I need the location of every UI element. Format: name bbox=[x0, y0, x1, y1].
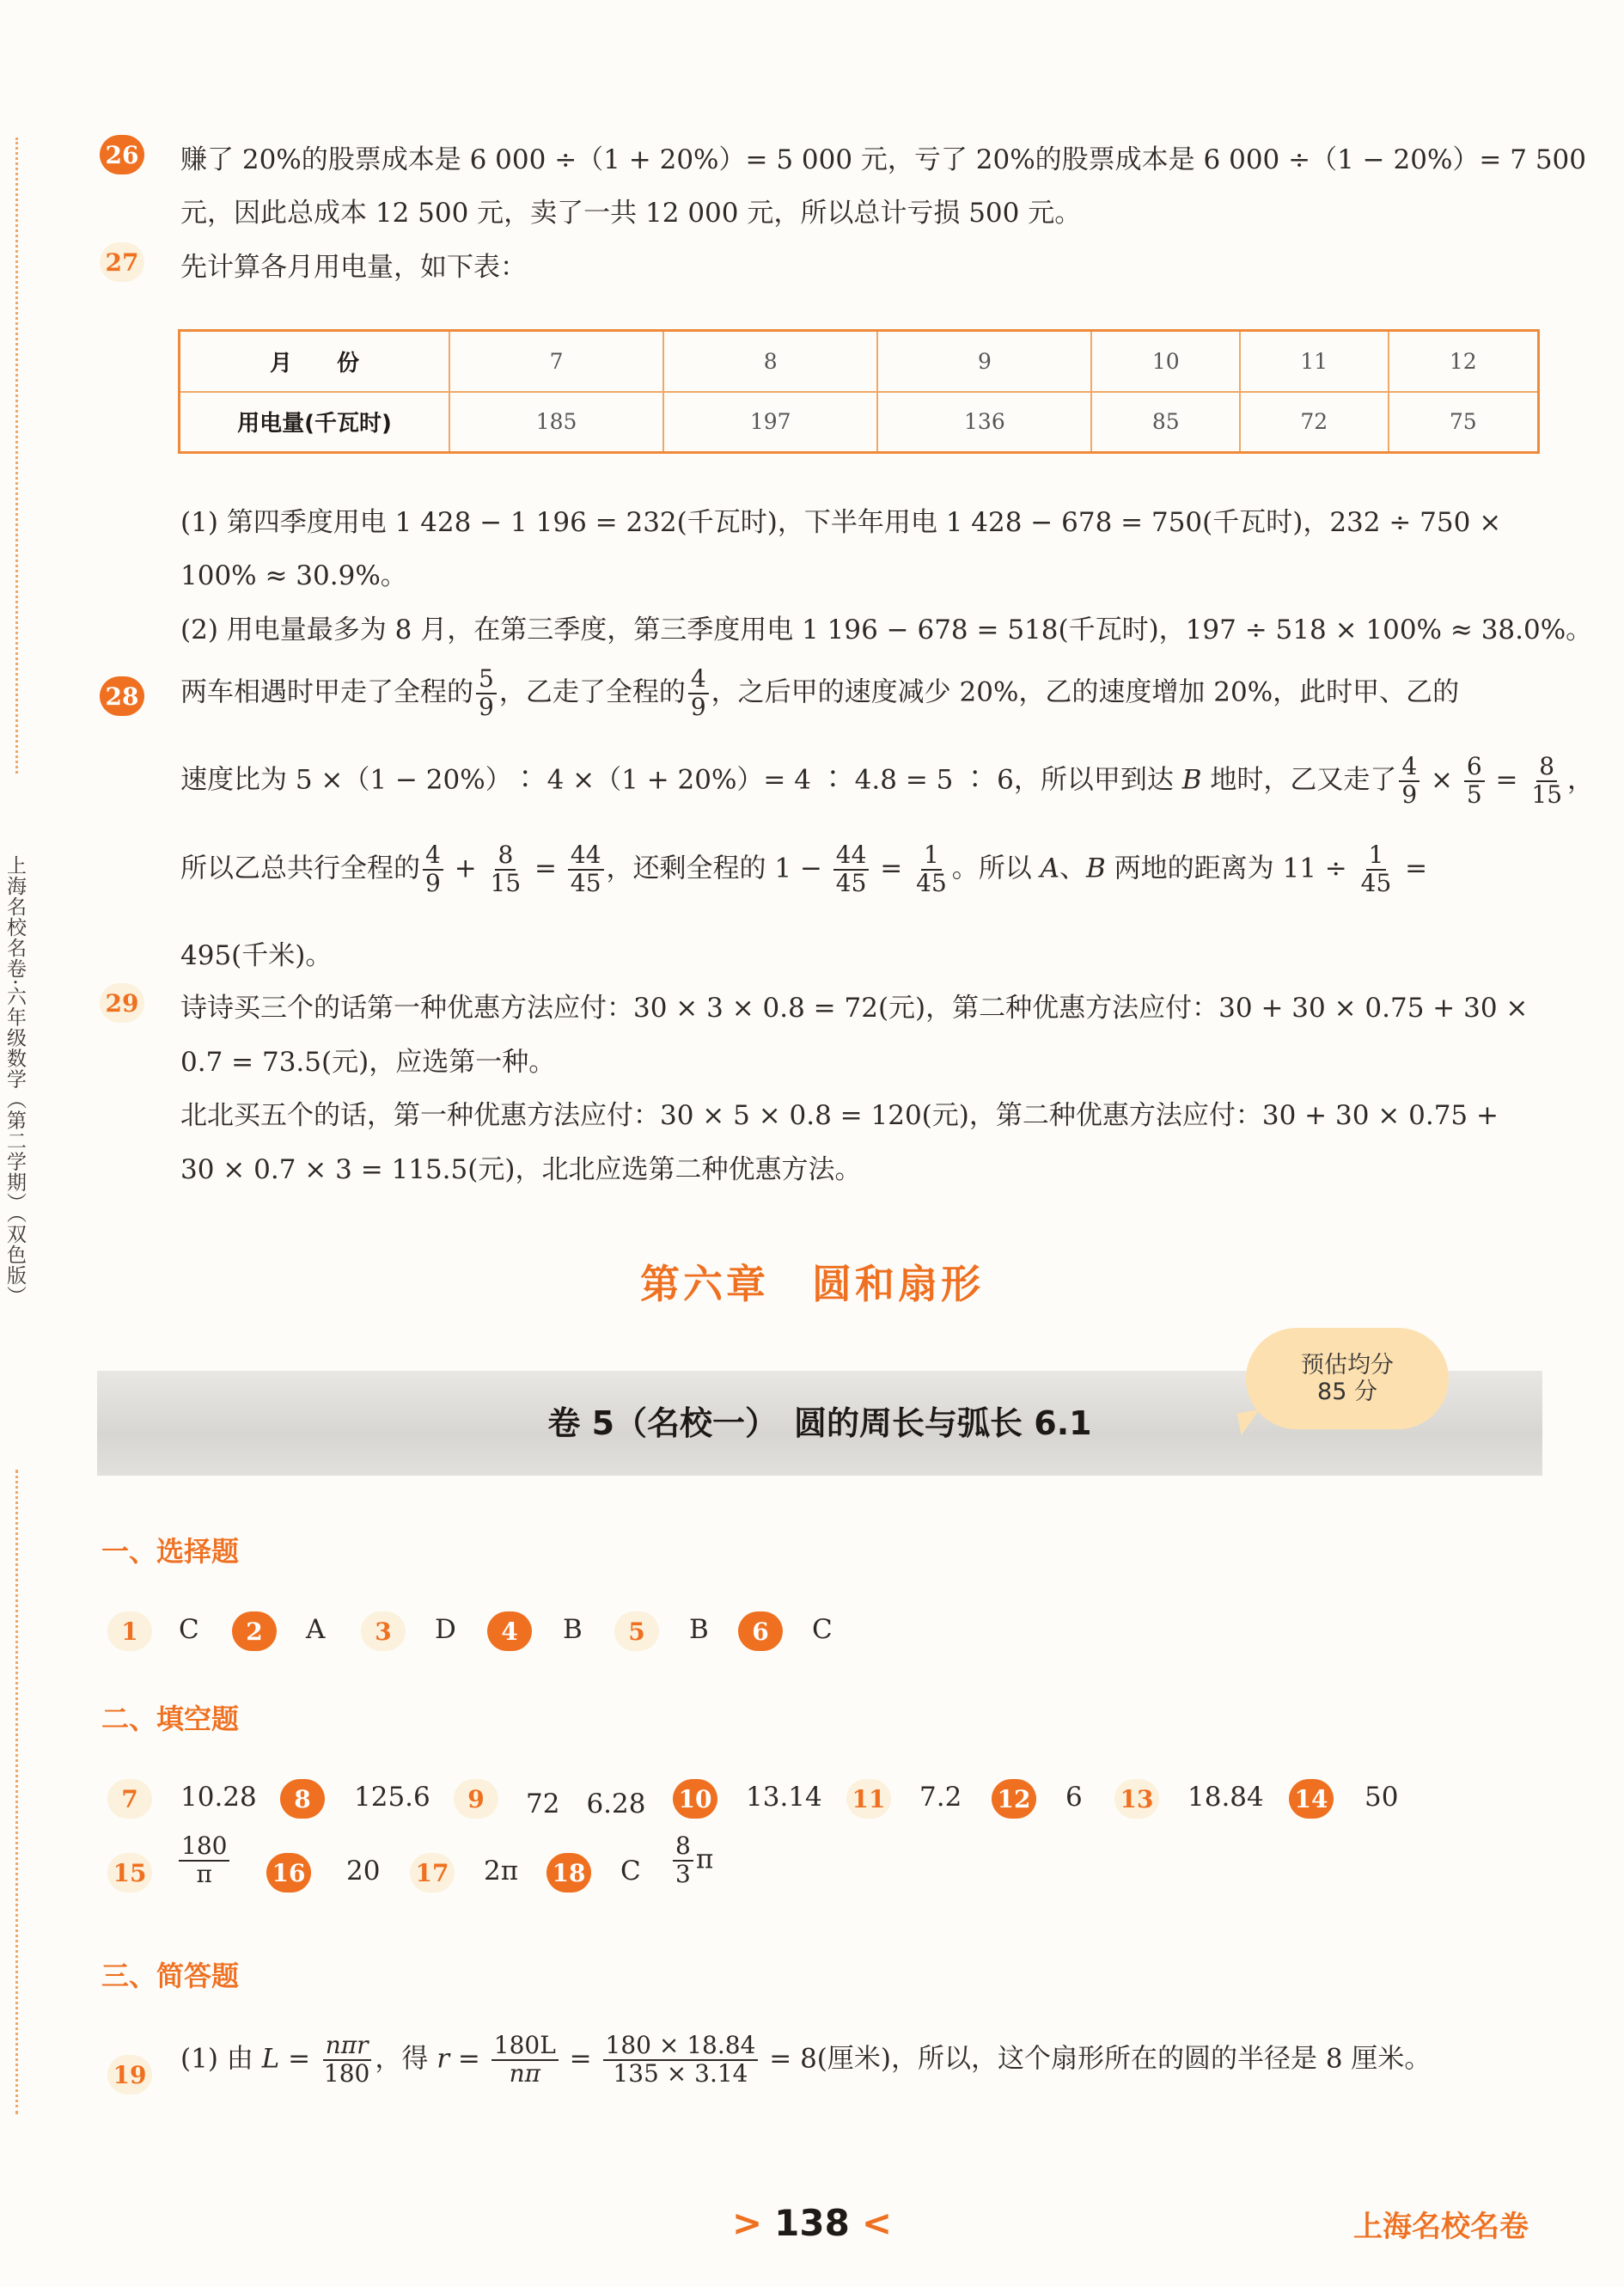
answer-number: 17 bbox=[410, 1853, 455, 1893]
fraction bbox=[1464, 754, 1485, 809]
operator: = bbox=[534, 853, 558, 884]
text: = 8(厘米)，所以，这个扇形所在的圆的半径是 8 厘米。 bbox=[769, 2043, 1432, 2075]
numerator: 44 bbox=[833, 842, 870, 871]
table-cell: 10 bbox=[1091, 331, 1240, 392]
question-number-27: 27 bbox=[100, 242, 144, 282]
q29-line-4: 30 × 0.7 × 3 = 115.5(元)，北北应选第二种优惠方法。 bbox=[180, 1154, 862, 1185]
text: ，得 bbox=[375, 2043, 429, 2075]
answer-number: 16 bbox=[266, 1853, 311, 1893]
denominator: 9 bbox=[425, 868, 441, 897]
text: ，之后甲的速度减少 20%，乙的速度增加 20%，此时甲、乙的 bbox=[711, 676, 1460, 708]
numerator: 5 bbox=[476, 666, 497, 694]
answer-number: 15 bbox=[107, 1853, 152, 1893]
denominator: 45 bbox=[835, 868, 867, 897]
answer-value: 7.2 bbox=[919, 1782, 962, 1813]
denominator: nπ bbox=[509, 2058, 540, 2088]
bubble-line-1: 预估均分 bbox=[1301, 1351, 1394, 1379]
sidebar-dotted-line-bottom bbox=[15, 1470, 18, 2114]
answer-value bbox=[176, 1833, 232, 1888]
section-choice: 一、选择题 bbox=[101, 1535, 240, 1568]
text: 两地的距离为 11 ÷ bbox=[1114, 853, 1347, 884]
text: ，乙走了全程的 bbox=[498, 676, 686, 708]
answer-value: C bbox=[812, 1614, 833, 1645]
operator: = bbox=[457, 2043, 480, 2075]
answer-number: 6 bbox=[738, 1611, 783, 1651]
answer-value: 18.84 bbox=[1187, 1782, 1264, 1813]
answer-number: 3 bbox=[361, 1611, 406, 1651]
table-cell: 7 bbox=[449, 331, 663, 392]
answer-value: 2π bbox=[484, 1856, 519, 1886]
fraction bbox=[1358, 842, 1395, 897]
text: ， bbox=[1567, 764, 1595, 796]
text: 、 bbox=[1059, 853, 1087, 884]
q29-line-3: 北北买五个的话，第一种优惠方法应付：30 × 5 × 0.8 = 120(元)，第二种优惠方法应付：30 + 30 × 0.75 + bbox=[180, 1100, 1499, 1131]
fraction bbox=[1529, 754, 1565, 809]
table-header-usage: 用电量(千瓦时) bbox=[180, 392, 450, 453]
numerator: 4 bbox=[423, 842, 443, 871]
chevron-right-icon: > bbox=[731, 2202, 763, 2244]
brand-name: 上海名校名卷 bbox=[1353, 2210, 1529, 2244]
answer-number: 11 bbox=[846, 1779, 891, 1819]
answer-value: 10.28 bbox=[180, 1782, 257, 1813]
q27-part1-line-2: 100% ≈ 30.9%。 bbox=[180, 560, 407, 591]
operator: = bbox=[569, 2043, 592, 2075]
fraction bbox=[568, 842, 604, 897]
denominator: 9 bbox=[479, 692, 494, 721]
denominator: 15 bbox=[490, 868, 522, 897]
table-row-months bbox=[180, 331, 1539, 392]
answer-number: 9 bbox=[454, 1779, 498, 1819]
q27-part1-line-1: (1) 第四季度用电 1 428 − 1 196 = 232(千瓦时)，下半年用电 1 428 − 678 = 750(千瓦时)，232 ÷ 750 × bbox=[180, 507, 1502, 538]
question-number-29: 29 bbox=[100, 983, 144, 1023]
q27-intro: 先计算各月用电量，如下表： bbox=[180, 252, 527, 283]
power-usage-table bbox=[178, 329, 1540, 454]
q26-line-2: 元，因此总成本 12 500 元，卖了一共 12 000 元，所以总计亏损 500 元。 bbox=[180, 198, 1082, 229]
answer-number: 8 bbox=[280, 1779, 325, 1819]
table-row-usage bbox=[180, 392, 1539, 453]
fraction bbox=[673, 1833, 693, 1888]
fraction bbox=[491, 2033, 559, 2088]
answer-number: 4 bbox=[487, 1611, 532, 1651]
numerator: 4 bbox=[1399, 754, 1419, 782]
denominator: 45 bbox=[916, 868, 947, 897]
section-short-answer: 三、简答题 bbox=[101, 1960, 240, 1992]
score-bubble bbox=[1246, 1328, 1449, 1429]
answer-value: D bbox=[435, 1614, 456, 1645]
fraction bbox=[476, 666, 497, 721]
chevron-left-icon: < bbox=[861, 2202, 893, 2244]
operator: + bbox=[454, 853, 477, 884]
fraction bbox=[423, 842, 443, 897]
table-cell: 85 bbox=[1091, 392, 1240, 453]
q28-line-3 bbox=[180, 842, 1542, 897]
question-number-26: 26 bbox=[100, 135, 144, 174]
answer-value: 20 bbox=[346, 1856, 381, 1886]
denominator: 9 bbox=[690, 692, 706, 721]
chapter-title: 第六章 圆和扇形 bbox=[640, 1261, 984, 1307]
answer-value: 72 6.28 bbox=[526, 1789, 646, 1819]
point-b: B bbox=[1181, 764, 1202, 796]
answer-number: 14 bbox=[1289, 1779, 1334, 1819]
answer-value: B bbox=[689, 1614, 709, 1645]
section-fill: 二、填空题 bbox=[101, 1703, 240, 1735]
table-cell: 197 bbox=[663, 392, 877, 453]
answer-number: 10 bbox=[673, 1779, 717, 1819]
fraction bbox=[321, 2033, 372, 2088]
q28-line-4: 495(千米)。 bbox=[180, 940, 333, 971]
fraction bbox=[488, 842, 524, 897]
text: 速度比为 5 ×（1 − 20%）∶ 4 ×（1 + 20%）= 4 ∶ 4.8 = 5 ∶ 6，所以甲到达 bbox=[180, 764, 1174, 796]
operator: = bbox=[1405, 853, 1428, 884]
numerator: 8 bbox=[1536, 754, 1557, 782]
table-cell: 136 bbox=[877, 392, 1091, 453]
sidebar-dotted-line-top bbox=[15, 138, 18, 774]
table-cell: 72 bbox=[1240, 392, 1389, 453]
fraction bbox=[603, 2033, 759, 2088]
answer-number: 18 bbox=[546, 1853, 591, 1893]
numerator: 8 bbox=[673, 1833, 693, 1862]
book-title-vertical: 上海名校名卷·六年级数学（第二学期）（双色版） bbox=[3, 855, 26, 1306]
answer-number: 2 bbox=[232, 1611, 277, 1651]
text: 。所以 bbox=[951, 853, 1032, 884]
fraction bbox=[913, 842, 949, 897]
answer-number: 13 bbox=[1114, 1779, 1159, 1819]
table-cell: 9 bbox=[877, 331, 1091, 392]
point-b: B bbox=[1086, 853, 1106, 884]
q28-line-2 bbox=[180, 752, 1595, 809]
numerator: 44 bbox=[568, 842, 604, 871]
fraction bbox=[179, 1833, 229, 1888]
numerator: 180 bbox=[179, 1833, 229, 1862]
answer-number: 1 bbox=[107, 1611, 152, 1651]
answer-number: 7 bbox=[107, 1779, 152, 1819]
operator: = bbox=[880, 853, 903, 884]
fraction bbox=[1399, 754, 1419, 809]
operator: = bbox=[288, 2043, 311, 2075]
numerator: 8 bbox=[495, 842, 516, 871]
table-cell: 75 bbox=[1389, 392, 1539, 453]
fraction bbox=[833, 842, 870, 897]
answer-value: C bbox=[620, 1856, 641, 1886]
answer-value: 13.14 bbox=[746, 1782, 822, 1813]
denominator: π bbox=[196, 1859, 212, 1888]
numerator: 4 bbox=[688, 666, 709, 694]
numerator: 1 bbox=[1366, 842, 1387, 871]
denominator: 45 bbox=[570, 868, 601, 897]
table-cell: 8 bbox=[663, 331, 877, 392]
numerator: 180 × 18.84 bbox=[603, 2033, 759, 2061]
q27-part2: (2) 用电量最多为 8 月，在第三季度，第三季度用电 1 196 − 678 = 518(千瓦时)，197 ÷ 518 × 100% ≈ 38.0%。 bbox=[180, 615, 1593, 645]
table-cell: 185 bbox=[449, 392, 663, 453]
denominator: 5 bbox=[1466, 780, 1482, 809]
denominator: 3 bbox=[675, 1859, 691, 1888]
fraction bbox=[688, 666, 709, 721]
denominator: 45 bbox=[1360, 868, 1392, 897]
bubble-line-2: 85 分 bbox=[1317, 1379, 1377, 1405]
text: ，还剩全程的 1 − bbox=[606, 853, 822, 884]
text: 所以乙总共行全程的 bbox=[180, 853, 420, 884]
denominator: 9 bbox=[1401, 780, 1418, 809]
paper-title: 卷 5（名校一） 圆的周长与弧长 6.1 bbox=[547, 1404, 1092, 1442]
pi-suffix: π bbox=[695, 1844, 714, 1875]
numerator: 180L bbox=[491, 2033, 559, 2061]
var-r: r bbox=[437, 2043, 450, 2075]
q29-line-1: 诗诗买三个的话第一种优惠方法应付：30 × 3 × 0.8 = 72(元)，第二种优惠方法应付：30 + 30 × 0.75 + 30 × bbox=[180, 993, 1529, 1024]
operator: = bbox=[1495, 764, 1518, 796]
question-number-28: 28 bbox=[100, 676, 144, 716]
numerator: 6 bbox=[1464, 754, 1485, 782]
answer-value: 125.6 bbox=[354, 1782, 430, 1813]
point-a: A bbox=[1040, 853, 1060, 884]
denominator: 135 × 3.14 bbox=[613, 2058, 748, 2088]
operator: × bbox=[1431, 764, 1453, 796]
answer-number: 12 bbox=[992, 1779, 1036, 1819]
question-number-19: 19 bbox=[107, 2055, 152, 2094]
q29-line-2: 0.7 = 73.5(元)，应选第一种。 bbox=[180, 1047, 556, 1078]
denominator: 15 bbox=[1531, 780, 1563, 809]
answer-value: A bbox=[306, 1614, 326, 1645]
text: 地时，乙又走了 bbox=[1210, 764, 1397, 796]
q19-line-1 bbox=[180, 2033, 1542, 2088]
numerator: nπr bbox=[323, 2033, 371, 2061]
answer-value: C bbox=[179, 1614, 199, 1645]
table-cell: 12 bbox=[1389, 331, 1539, 392]
text: 两车相遇时甲走了全程的 bbox=[180, 676, 473, 708]
answer-number: 5 bbox=[614, 1611, 659, 1651]
text: (1) 由 bbox=[180, 2043, 253, 2075]
table-header-month: 月 份 bbox=[180, 331, 450, 392]
table-cell: 11 bbox=[1240, 331, 1389, 392]
answer-value bbox=[670, 1833, 713, 1888]
page-number-value: 138 bbox=[774, 2202, 850, 2244]
denominator: 180 bbox=[323, 2058, 370, 2088]
q28-line-1 bbox=[180, 666, 1542, 721]
answer-value: B bbox=[563, 1614, 583, 1645]
answer-value: 50 bbox=[1365, 1782, 1399, 1813]
numerator: 1 bbox=[921, 842, 942, 871]
var-l: L bbox=[261, 2043, 280, 2075]
answer-value: 6 bbox=[1065, 1782, 1083, 1813]
q26-line-1: 赚了 20%的股票成本是 6 000 ÷（1 + 20%）= 5 000 元，亏了 20%的股票成本是 6 000 ÷（1 − 20%）= 7 500 bbox=[180, 144, 1586, 175]
